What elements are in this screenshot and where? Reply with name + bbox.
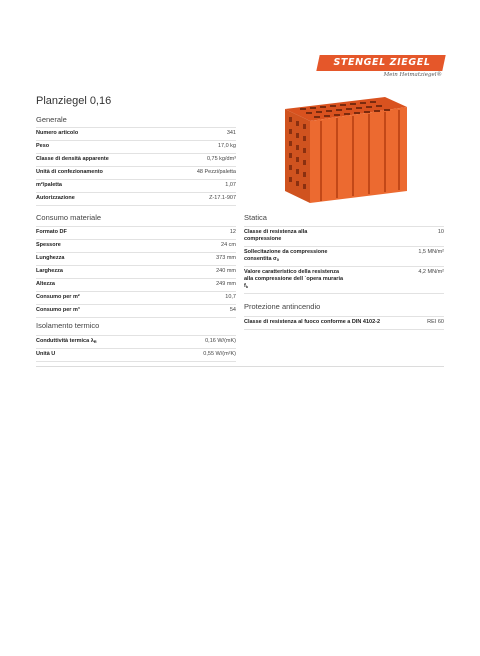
table-row (36, 266, 236, 279)
row-value: 17,0 kg (217, 143, 236, 149)
row-value: 240 mm (216, 268, 236, 274)
row-value: 0,16 W/(mK) (205, 338, 236, 344)
table-statica (244, 226, 444, 294)
row-label: Valore caratteristico della resistenza alla compressione dell ´opera muraria $f_k$ (244, 269, 344, 289)
row-value: 24 cm (221, 242, 236, 248)
section-title-isolamento: Isolamento termico (36, 321, 100, 330)
table-row (36, 240, 236, 253)
row-label: Classe di resistenza alla compressione (244, 229, 308, 242)
row-label: Formato DF (36, 229, 67, 235)
table-row (244, 227, 444, 247)
table-row (36, 141, 236, 154)
row-label: Altezza (36, 281, 55, 287)
row-label: Unità U (36, 351, 56, 357)
row-value: 10,7 (225, 294, 236, 300)
table-generale (36, 127, 236, 206)
section-title-statica: Statica (244, 213, 267, 222)
row-label: Lunghezza (36, 255, 65, 261)
table-row (36, 193, 236, 206)
table-row (244, 317, 444, 330)
row-value: 249 mm (216, 281, 236, 287)
row-label: m²/paletta (36, 182, 62, 188)
row-value: 0,75 kg/dm³ (206, 156, 236, 162)
table-row (36, 253, 236, 266)
row-value: 4,2 MN/m² (418, 269, 444, 275)
table-row (244, 267, 444, 294)
row-label: Conduttività termica $\lambda_R$ (36, 338, 97, 344)
table-row (36, 167, 236, 180)
row-value: 54 (229, 307, 236, 313)
table-row (36, 292, 236, 305)
row-label: Spessore (36, 242, 61, 248)
row-label: Consumo per m² (36, 294, 80, 300)
table-consumo (36, 226, 236, 318)
table-row (36, 154, 236, 167)
row-value: 1,07 (225, 182, 236, 188)
table-row (36, 349, 236, 362)
logo-tagline: Mein Heimatziegel® (383, 72, 442, 78)
table-isolamento (36, 335, 236, 362)
table-row (36, 227, 236, 240)
row-value: 48 Pezzi/paletta (196, 169, 236, 175)
table-row (36, 305, 236, 318)
row-label: Classe di resistenza al fuoco conforme a DIN 4102-2 (244, 319, 381, 325)
section-title-generale: Generale (36, 115, 67, 124)
brand-logo (318, 55, 446, 83)
row-value: 341 (226, 130, 236, 136)
section-title-antincendio: Protezione antincendio (244, 302, 321, 311)
row-value: 10 (437, 229, 444, 235)
page-title: Planziegel 0,16 (36, 95, 112, 107)
row-label: Peso (36, 143, 50, 149)
row-label: Classe di densità apparente (36, 156, 109, 162)
table-antincendio (244, 316, 444, 330)
logo-brand-text: STENGEL ZIEGEL (333, 57, 431, 68)
footer-divider (36, 366, 444, 367)
row-label: Autorizzazione (36, 195, 75, 201)
table-row (36, 279, 236, 292)
table-row (36, 336, 236, 349)
row-value: 1,5 MN/m² (418, 249, 444, 255)
section-title-consumo: Consumo materiale (36, 213, 102, 222)
row-value: 0,55 W/(m²K) (203, 351, 236, 357)
brick-product-image (280, 95, 410, 205)
table-row (36, 128, 236, 141)
table-row (244, 247, 444, 267)
row-label: Larghezza (36, 268, 63, 274)
row-value: 373 mm (216, 255, 236, 261)
row-label: Sollecitazione da compressione consentita $\sigma_0$ (244, 249, 328, 262)
table-row (36, 180, 236, 193)
row-label: Consumo per m³ (36, 307, 80, 313)
row-label: Unità di confezionamento (36, 169, 103, 175)
row-value: Z-17.1-907 (209, 195, 236, 201)
row-value: REI 60 (427, 319, 444, 325)
row-label: Numero articolo (36, 130, 79, 136)
row-value: 12 (229, 229, 236, 235)
